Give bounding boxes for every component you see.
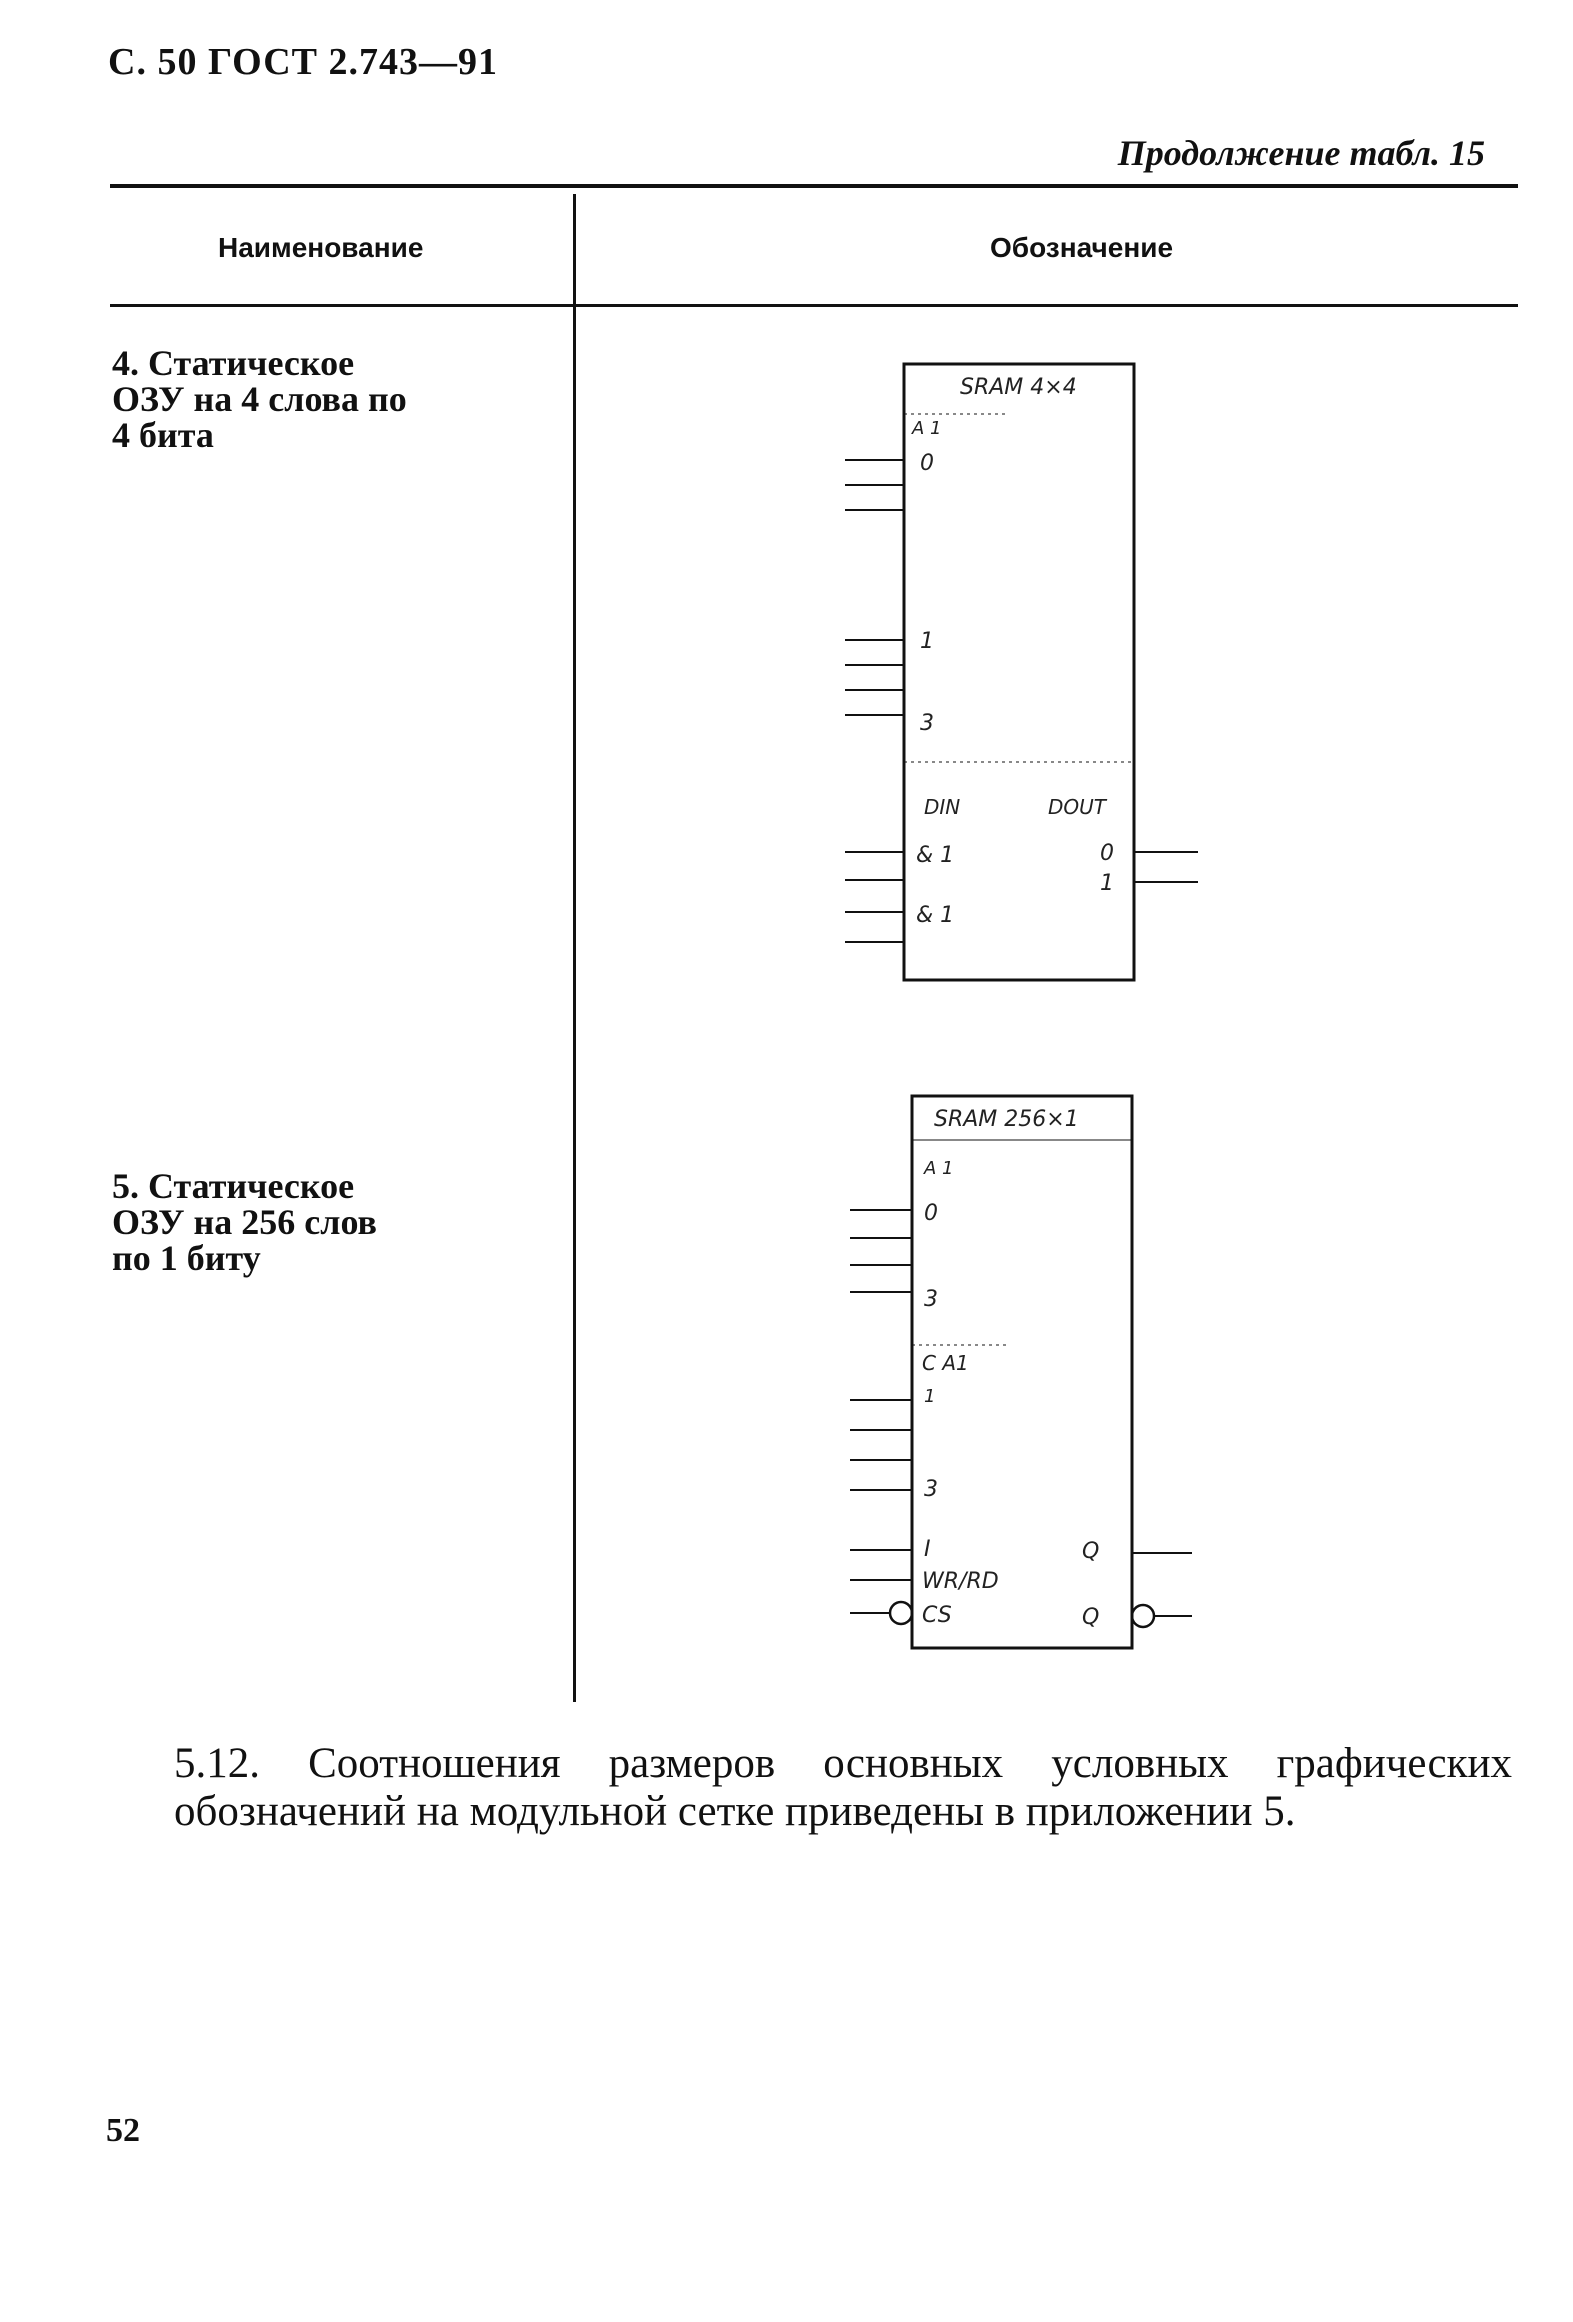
entry-line: 4. Статическое: [112, 343, 355, 383]
schematic-label: DOUT: [1048, 795, 1106, 819]
document-header: С. 50 ГОСТ 2.743—91: [108, 41, 498, 83]
table-header-rule: [110, 304, 1518, 307]
schematic-label: C A1: [922, 1351, 969, 1375]
schematic-label: & 1: [916, 843, 955, 868]
schematic-diagrams: [560, 330, 1220, 1680]
sram-256x1-symbol: [850, 1096, 1192, 1648]
sram-4x4-labels: [911, 375, 1114, 928]
schematic-label: I: [924, 1537, 931, 1562]
schematic-label: & 1: [916, 903, 955, 928]
entry-line: ОЗУ на 4 слова по: [112, 379, 407, 419]
schematic-label: Q: [1082, 1539, 1100, 1564]
table-top-rule: [110, 184, 1518, 188]
schematic-label: Q: [1082, 1605, 1100, 1630]
entry-line: 5. Статическое: [112, 1166, 355, 1206]
schematic-label: 1: [1100, 871, 1114, 896]
column-header-name: Наименование: [218, 232, 424, 263]
paragraph-5-12: [112, 1740, 1512, 1836]
page-number: 52: [106, 2112, 140, 2149]
schematic-label: CS: [922, 1603, 952, 1628]
schematic-label: 1: [924, 1386, 936, 1407]
schematic-label: 3: [924, 1477, 938, 1502]
schematic-label: 3: [924, 1287, 938, 1312]
schematic-label: 0: [924, 1201, 938, 1226]
schematic-label: 0: [1100, 841, 1114, 866]
sram-4x4-symbol: [845, 364, 1198, 980]
paragraph-text: 5.12. Соотношения размеров основных условных графических обозначений на модульной сетке приведены в приложении 5.: [174, 1740, 1512, 1835]
schematic-label: WR/RD: [922, 1569, 999, 1594]
entry-line: 4 бита: [112, 415, 214, 455]
schematic-label: A 1: [912, 418, 942, 439]
table-continuation-caption: Продолжение табл. 15: [1117, 133, 1485, 173]
sram-256x1-labels: [922, 1107, 1099, 1630]
entry-line: ОЗУ на 256 слов: [112, 1202, 377, 1242]
schematic-label: 1: [920, 629, 934, 654]
schematic-label: DIN: [924, 795, 961, 819]
sram-4x4-title: SRAM 4×4: [960, 375, 1077, 400]
schematic-label: 3: [920, 711, 934, 736]
schematic-label: 0: [920, 451, 934, 476]
entry-line: по 1 биту: [112, 1238, 261, 1278]
inversion-circle: [890, 1602, 912, 1624]
column-header-symbol: Обозначение: [990, 232, 1174, 263]
sram-256x1-title: SRAM 256×1: [934, 1107, 1079, 1132]
table-row-entry-4: [112, 345, 452, 453]
table-row-entry-5: [112, 1168, 452, 1276]
schematic-label: A 1: [924, 1158, 954, 1179]
inversion-circle: [1132, 1605, 1154, 1627]
